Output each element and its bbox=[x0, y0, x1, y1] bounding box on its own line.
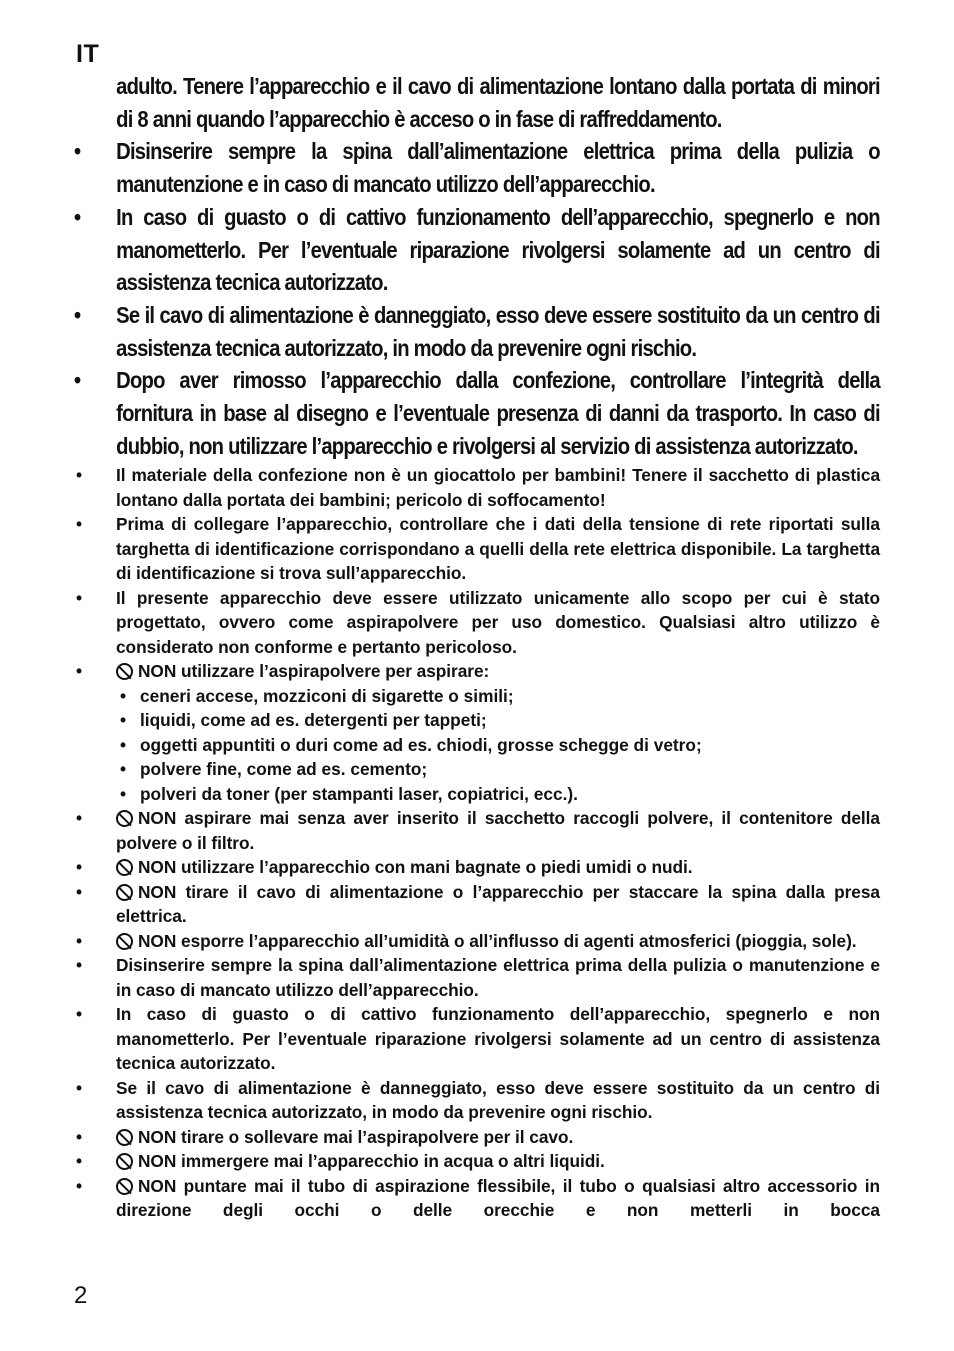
list-item bbox=[74, 586, 880, 660]
bullet: • bbox=[76, 1077, 83, 1098]
list-item bbox=[74, 880, 880, 929]
bullet: • bbox=[76, 465, 83, 486]
bullet: • bbox=[76, 808, 83, 829]
big-safety-list bbox=[74, 70, 880, 462]
prohibited-icon bbox=[116, 810, 133, 827]
prohibited-icon bbox=[116, 859, 133, 876]
sub-bullet: • bbox=[120, 685, 127, 706]
sub-list-item bbox=[74, 782, 880, 807]
sub-list-item bbox=[74, 684, 880, 709]
item-text: Il presente apparecchio deve essere utilizzato unicamente allo scopo per cui è stato progettato, ovvero come aspirapolvere per uso domestico. Qualsiasi altro utilizzo è considerato non conforme e pertanto pericoloso. bbox=[116, 587, 880, 657]
small-safety-list bbox=[74, 463, 880, 1223]
sub-bullet: • bbox=[120, 710, 127, 731]
sub-bullet: • bbox=[120, 734, 127, 755]
prohibited-icon bbox=[116, 1129, 133, 1146]
item-text: Prima di collegare l’apparecchio, controllare che i dati della tensione di rete riportati sulla targhetta di identificazione corrispondano a quelli della rete elettrica disponibile. La targhetta di identificazione si trova sull’apparecchio. bbox=[116, 514, 880, 584]
list-item bbox=[74, 1149, 880, 1174]
sub-item-text: ceneri accese, mozziconi di sigarette o simili; bbox=[140, 685, 514, 706]
bullet: • bbox=[74, 301, 81, 328]
list-item bbox=[74, 929, 880, 954]
list-item bbox=[74, 1002, 880, 1076]
sub-item-text: polvere fine, come ad es. cemento; bbox=[140, 759, 428, 780]
item-text: NON utilizzare l’aspirapolvere per aspirare: bbox=[138, 661, 490, 682]
item-text: Disinserire sempre la spina dall’alimentazione elettrica prima della pulizia o manutenzione e in caso di mancato utilizzo dell’apparecchio. bbox=[116, 138, 880, 198]
item-text: NON aspirare mai senza aver inserito il sacchetto raccogli polvere, il contenitore della polvere o il filtro. bbox=[116, 808, 880, 853]
list-item bbox=[74, 1076, 880, 1125]
list-item bbox=[74, 201, 880, 299]
list-item bbox=[74, 299, 880, 364]
item-text: NON tirare o sollevare mai l’aspirapolvere per il cavo. bbox=[138, 1126, 574, 1147]
prohibited-icon bbox=[116, 1178, 133, 1195]
sub-bullet: • bbox=[120, 759, 127, 780]
list-item bbox=[74, 512, 880, 586]
prohibited-icon bbox=[116, 933, 133, 950]
item-text: NON immergere mai l’apparecchio in acqua o altri liquidi. bbox=[138, 1151, 605, 1172]
bullet: • bbox=[74, 138, 81, 165]
language-code: IT bbox=[76, 40, 100, 68]
sub-list-item bbox=[74, 757, 880, 782]
sub-list-item bbox=[74, 708, 880, 733]
prohibited-icon bbox=[116, 1153, 133, 1170]
safety-instructions bbox=[74, 70, 880, 1223]
item-text: Se il cavo di alimentazione è danneggiato, esso deve essere sostituito da un centro di assistenza tecnica autorizzato, in modo da prevenire ogni rischio. bbox=[116, 1077, 880, 1123]
item-text: Se il cavo di alimentazione è danneggiato, esso deve essere sostituito da un centro di assistenza tecnica autorizzato, in modo da prevenire ogni rischio. bbox=[116, 301, 880, 361]
prohibited-icon bbox=[116, 663, 133, 680]
sub-item-text: polveri da toner (per stampanti laser, copiatrici, ecc.). bbox=[140, 783, 578, 804]
list-item bbox=[74, 659, 880, 684]
bullet: • bbox=[76, 1004, 83, 1025]
item-text: NON tirare il cavo di alimentazione o l’apparecchio per staccare la spina dalla presa elettrica. bbox=[116, 881, 880, 927]
sub-item-text: liquidi, come ad es. detergenti per tappeti; bbox=[140, 710, 487, 731]
sub-item-text: oggetti appuntiti o duri come ad es. chiodi, grosse schegge di vetro; bbox=[140, 734, 702, 755]
item-text: Disinserire sempre la spina dall’alimentazione elettrica prima della pulizia o manutenzione e in caso di mancato utilizzo dell’apparecchio. bbox=[116, 955, 880, 1000]
list-item bbox=[74, 806, 880, 855]
list-item bbox=[74, 1174, 880, 1223]
bullet: • bbox=[76, 514, 83, 535]
bullet: • bbox=[76, 930, 83, 951]
list-item bbox=[74, 70, 880, 135]
list-item bbox=[74, 135, 880, 200]
item-text: adulto. Tenere l’apparecchio e il cavo di alimentazione lontano dalla portata di minori di 8 anni quando l’apparecchio è acceso o in fase di raffreddamento. bbox=[116, 73, 880, 132]
bullet: • bbox=[74, 203, 81, 230]
bullet: • bbox=[76, 881, 83, 902]
list-item bbox=[74, 953, 880, 1002]
bullet: • bbox=[74, 367, 81, 394]
bullet: • bbox=[76, 857, 83, 878]
sub-list-item bbox=[74, 733, 880, 758]
list-item bbox=[74, 855, 880, 880]
bullet: • bbox=[76, 1175, 83, 1196]
list-item bbox=[74, 463, 880, 512]
bullet: • bbox=[76, 1151, 83, 1172]
bullet: • bbox=[76, 661, 83, 682]
prohibited-icon bbox=[116, 884, 133, 901]
bullet: • bbox=[76, 587, 83, 608]
item-text: NON puntare mai il tubo di aspirazione flessibile, il tubo o qualsiasi altro accessorio in direzione degli occhi o delle orecchie e non metterli in bocca bbox=[116, 1175, 880, 1221]
list-item bbox=[74, 1125, 880, 1150]
item-text: Il materiale della confezione non è un giocattolo per bambini! Tenere il sacchetto di plastica lontano dalla portata dei bambini; pericolo di soffocamento! bbox=[116, 465, 880, 510]
page-number: 2 bbox=[74, 1282, 88, 1309]
item-text: NON esporre l’apparecchio all’umidità o all’influsso di agenti atmosferici (pioggia, sole). bbox=[138, 930, 857, 951]
item-text: Dopo aver rimosso l’apparecchio dalla confezione, controllare l’integrità della fornitura in base al disegno e l’eventuale presenza di danni da trasporto. In caso di dubbio, non utilizzare l’apparecchio e rivolgersi al servizio di assistenza autorizzato. bbox=[116, 367, 880, 459]
item-text: NON utilizzare l’apparecchio con mani bagnate o piedi umidi o nudi. bbox=[138, 857, 693, 878]
sub-bullet: • bbox=[120, 783, 127, 804]
item-text: In caso di guasto o di cattivo funzionamento dell’apparecchio, spegnerlo e non manometterlo. Per l’eventuale riparazione rivolgersi solamente ad un centro di assistenza tecnica autorizzato. bbox=[116, 203, 880, 296]
bullet: • bbox=[76, 955, 83, 976]
list-item bbox=[74, 364, 880, 462]
bullet: • bbox=[76, 1126, 83, 1147]
item-text: In caso di guasto o di cattivo funzionamento dell’apparecchio, spegnerlo e non manometterlo. Per l’eventuale riparazione rivolgersi solamente ad un centro di assistenza tecnica autorizzato. bbox=[116, 1004, 880, 1074]
